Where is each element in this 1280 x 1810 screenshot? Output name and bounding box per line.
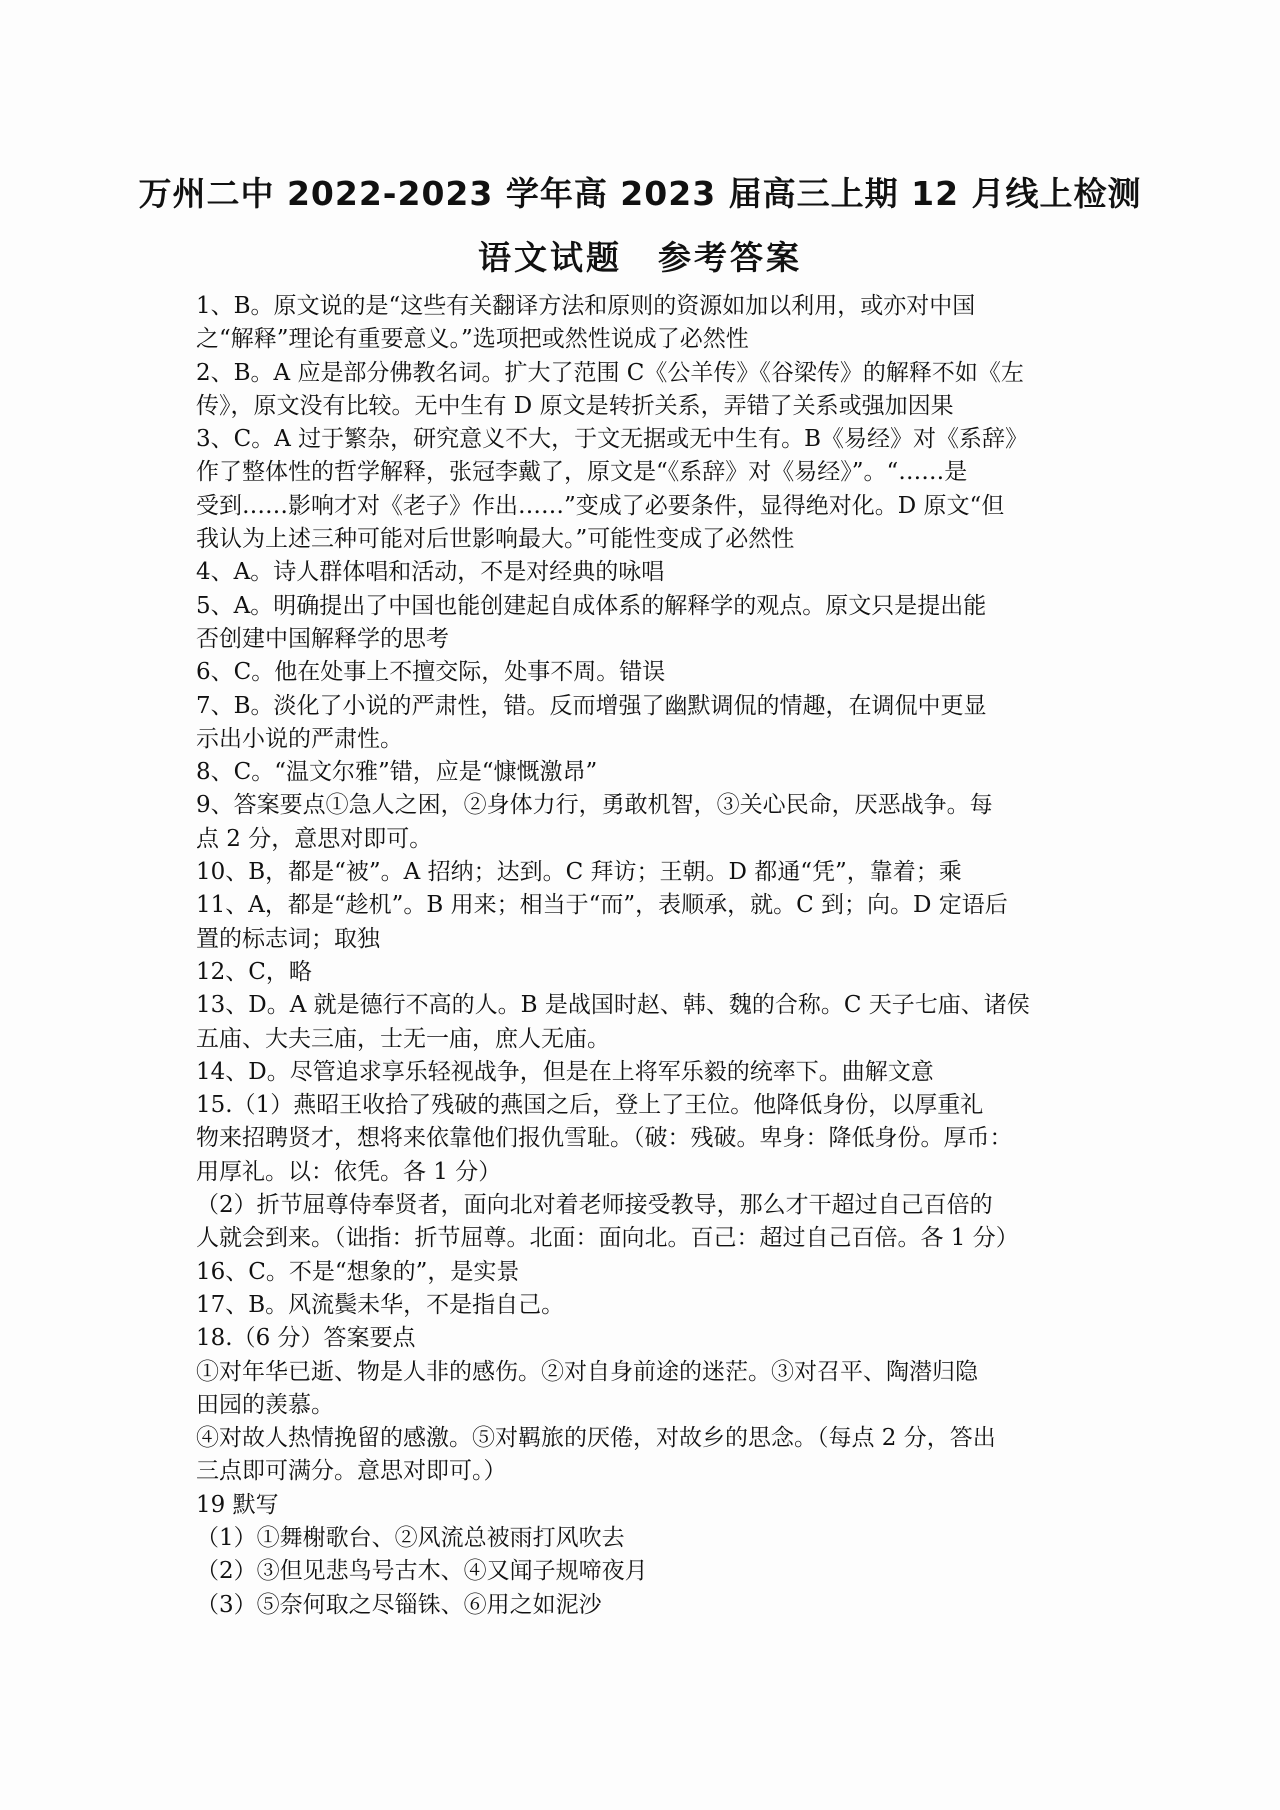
- answer-line: 14、D。尽管追求享乐轻视战争，但是在上将军乐毅的统率下。曲解文意: [196, 1058, 934, 1085]
- answer-line: 物来招聘贤才，想将来依靠他们报仇雪耻。（破：残破。卑身：降低身份。厚币：: [196, 1125, 1013, 1152]
- answer-line: 否创建中国解释学的思考: [196, 625, 449, 652]
- answer-line: 12、C，略: [196, 958, 312, 985]
- answer-line: 7、B。淡化了小说的严肃性，错。反而增强了幽默调侃的情趣，在调侃中更显: [196, 692, 987, 719]
- answer-line: 1、B。原文说的是“这些有关翻译方法和原则的资源如加以利用，或亦对中国: [196, 293, 976, 319]
- answer-line: 传》，原文没有比较。无中生有 D 原文是转折关系，弄错了关系或强加因果: [196, 392, 954, 419]
- document-subtitle: 语文试题 参考答案: [478, 238, 802, 277]
- answer-line: 9、答案要点①急人之困，②身体力行，勇敢机智，③关心民命，厌恶战争。每: [196, 792, 993, 819]
- answer-line: （3）⑤奈何取之尽锱铢、⑥用之如泥沙: [196, 1591, 602, 1618]
- answer-line: 我认为上述三种可能对后世影响最大。”可能性变成了必然性: [196, 526, 795, 553]
- answer-line: 11、A，都是“趁机”。B 用来；相当于“而”，表顺承，就。C 到；向。D 定语后: [196, 892, 1008, 919]
- answer-line: 16、C。不是“想象的”，是实景: [196, 1258, 520, 1285]
- answer-line: 3、C。A 过于繁杂，研究意义不大，于文无据或无中生有。B《易经》对《系辞》: [196, 426, 1029, 453]
- answer-line: 作了整体性的哲学解释，张冠李戴了，原文是“《系辞》对《易经》”。“……是: [196, 459, 968, 486]
- answer-line: 三点即可满分。意思对即可。）: [196, 1458, 507, 1485]
- answer-line: 4、A。诗人群体唱和活动，不是对经典的咏唱: [196, 559, 665, 586]
- answer-line: 示出小说的严肃性。: [196, 725, 403, 752]
- answer-line: ①对年华已逝、物是人非的感伤。②对自身前途的迷茫。③对召平、陶潜归隐: [196, 1358, 978, 1385]
- answer-line: 之“解释”理论有重要意义。”选项把或然性说成了必然性: [196, 326, 749, 353]
- answer-line: 用厚礼。以：依凭。各 1 分）: [196, 1158, 502, 1185]
- answer-line: 6、C。他在处事上不擅交际，处事不周。错误: [196, 659, 666, 686]
- answer-line: 人就会到来。（诎指：折节屈尊。北面：面向北。百己：超过自己百倍。各 1 分）: [196, 1225, 1019, 1252]
- answer-line: 15.（1）燕昭王收拾了残破的燕国之后，登上了王位。他降低身份，以厚重礼: [196, 1092, 984, 1119]
- answer-line: 5、A。明确提出了中国也能创建起自成体系的解释学的观点。原文只是提出能: [196, 592, 987, 619]
- answer-line: ④对故人热情挽留的感激。⑤对羁旅的厌倦，对故乡的思念。（每点 2 分，答出: [196, 1425, 996, 1452]
- answer-line: 田园的羡慕。: [196, 1391, 334, 1418]
- answer-line: 10、B，都是“被”。A 招纳；达到。C 拜访；王朝。D 都通“凭”，靠着；乘: [196, 859, 962, 886]
- answer-line: （2）折节屈尊侍奉贤者，面向北对着老师接受教导，那么才干超过自己百倍的: [196, 1192, 993, 1219]
- answer-line: 五庙、大夫三庙，士无一庙，庶人无庙。: [196, 1025, 610, 1052]
- answer-line: 点 2 分，意思对即可。: [196, 825, 433, 852]
- answer-line: （1）①舞榭歌台、②风流总被雨打风吹去: [196, 1524, 625, 1551]
- answer-line: 受到……影响才对《老子》作出……”变成了必要条件，显得绝对化。D 原文“但: [196, 492, 1005, 519]
- answer-line: 13、D。A 就是德行不高的人。B 是战国时赵、韩、魏的合称。C 天子七庙、诸侯: [196, 992, 1030, 1019]
- answer-body: [196, 290, 1096, 1622]
- answer-line: 17、B。风流鬓未华，不是指自己。: [196, 1291, 565, 1318]
- answer-line: 2、B。A 应是部分佛教名词。扩大了范围 C《公羊传》《谷梁传》的解释不如《左: [196, 359, 1024, 386]
- answer-line: 18.（6 分）答案要点: [196, 1325, 416, 1352]
- document-title: 万州二中 2022-2023 学年高 2023 届高三上期 12 月线上检测: [138, 174, 1142, 213]
- answer-line: 置的标志词；取独: [196, 925, 380, 952]
- answer-line: （2）③但见悲鸟号古木、④又闻子规啼夜月: [196, 1558, 648, 1585]
- answer-line: 8、C。“温文尔雅”错，应是“慷慨激昂”: [196, 759, 598, 786]
- answer-line: 19 默写: [196, 1491, 279, 1518]
